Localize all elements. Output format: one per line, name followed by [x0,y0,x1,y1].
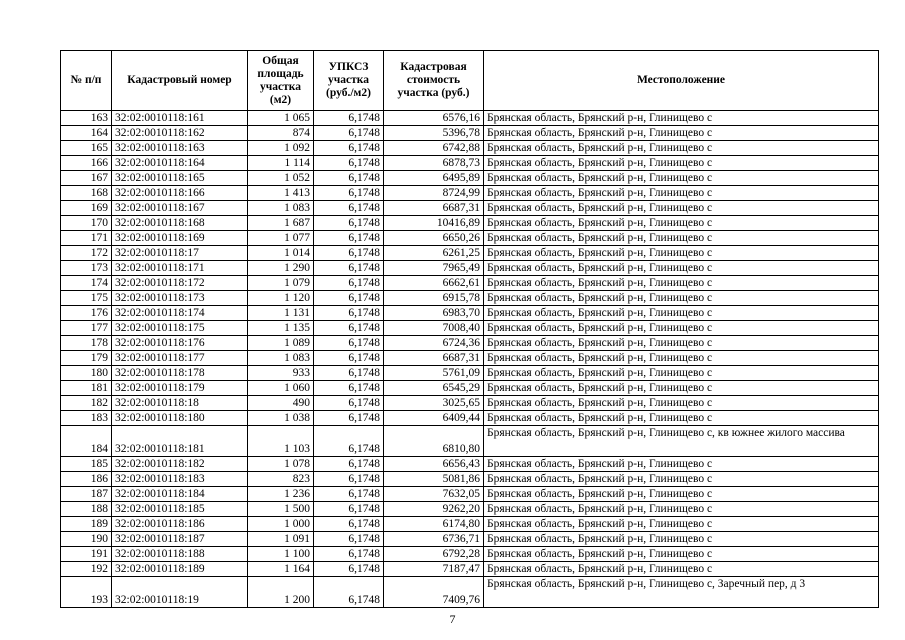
cell-upksz: 6,1748 [314,547,384,562]
cell-location: Брянская область, Брянский р-н, Глинищево с, Заречный пер, д 3 [484,577,879,608]
cell-area: 1 135 [248,321,314,336]
table-row [61,547,879,562]
cell-area: 933 [248,366,314,381]
cell-location: Брянская область, Брянский р-н, Глинищево с [484,156,879,171]
cell-upksz: 6,1748 [314,321,384,336]
cell-area: 874 [248,126,314,141]
cell-location: Брянская область, Брянский р-н, Глинищево с [484,336,879,351]
cell-cadastral-value: 6650,26 [384,231,484,246]
cell-num: 170 [61,216,112,231]
cell-cadastral-value: 3025,65 [384,396,484,411]
cell-upksz: 6,1748 [314,126,384,141]
cell-upksz: 6,1748 [314,111,384,126]
cell-cadastral-value: 6495,89 [384,171,484,186]
cell-upksz: 6,1748 [314,231,384,246]
cell-cadastral-number: 32:02:0010118:163 [112,141,248,156]
cell-cadastral-value: 6742,88 [384,141,484,156]
cell-cadastral-value: 6261,25 [384,246,484,261]
cell-num: 172 [61,246,112,261]
cell-upksz: 6,1748 [314,487,384,502]
cell-cadastral-number: 32:02:0010118:166 [112,186,248,201]
cell-location: Брянская область, Брянский р-н, Глинищево с [484,381,879,396]
cell-location: Брянская область, Брянский р-н, Глинищево с [484,457,879,472]
table-row [61,411,879,426]
cell-area: 1 200 [248,577,314,608]
table-row [61,111,879,126]
cell-upksz: 6,1748 [314,426,384,457]
table-body [61,111,879,608]
cell-num: 168 [61,186,112,201]
table-row [61,517,879,532]
header-num: № п/п [61,51,112,111]
cell-location: Брянская область, Брянский р-н, Глинищево с [484,261,879,276]
cell-cadastral-number: 32:02:0010118:185 [112,502,248,517]
cell-upksz: 6,1748 [314,261,384,276]
cell-upksz: 6,1748 [314,411,384,426]
cell-cadastral-number: 32:02:0010118:182 [112,457,248,472]
cell-area: 1 114 [248,156,314,171]
table-row [61,141,879,156]
cell-location: Брянская область, Брянский р-н, Глинищево с [484,141,879,156]
cell-area: 1 077 [248,231,314,246]
table-row [61,381,879,396]
cell-cadastral-number: 32:02:0010118:171 [112,261,248,276]
cell-area: 1 000 [248,517,314,532]
cell-upksz: 6,1748 [314,291,384,306]
cell-cadastral-value: 7409,76 [384,577,484,608]
cell-location: Брянская область, Брянский р-н, Глинищево с [484,351,879,366]
cell-location: Брянская область, Брянский р-н, Глинищево с [484,231,879,246]
cell-num: 169 [61,201,112,216]
cell-cadastral-number: 32:02:0010118:168 [112,216,248,231]
cell-cadastral-value: 6687,31 [384,351,484,366]
cell-cadastral-value: 6174,80 [384,517,484,532]
cell-cadastral-value: 6983,70 [384,306,484,321]
cell-cadastral-number: 32:02:0010118:175 [112,321,248,336]
cell-num: 171 [61,231,112,246]
cell-upksz: 6,1748 [314,366,384,381]
cell-cadastral-value: 6736,71 [384,532,484,547]
cell-upksz: 6,1748 [314,336,384,351]
cell-location: Брянская область, Брянский р-н, Глинищево с [484,246,879,261]
cell-cadastral-value: 6656,43 [384,457,484,472]
cell-num: 185 [61,457,112,472]
cell-upksz: 6,1748 [314,306,384,321]
cell-cadastral-number: 32:02:0010118:164 [112,156,248,171]
table-row [61,321,879,336]
cell-num: 192 [61,562,112,577]
cell-upksz: 6,1748 [314,457,384,472]
cell-area: 1 078 [248,457,314,472]
header-cadastral-number: Кадастровый номер [112,51,248,111]
cell-location: Брянская область, Брянский р-н, Глинищево с [484,396,879,411]
table-row [61,457,879,472]
cell-area: 1 500 [248,502,314,517]
cell-area: 1 038 [248,411,314,426]
cell-cadastral-number: 32:02:0010118:162 [112,126,248,141]
cell-cadastral-number: 32:02:0010118:184 [112,487,248,502]
cell-num: 173 [61,261,112,276]
cell-area: 1 083 [248,201,314,216]
cadastral-value-table [60,50,879,608]
cell-upksz: 6,1748 [314,216,384,231]
table-row [61,171,879,186]
cell-location: Брянская область, Брянский р-н, Глинищево с [484,472,879,487]
cell-cadastral-value: 7008,40 [384,321,484,336]
cell-area: 1 060 [248,381,314,396]
cell-location: Брянская область, Брянский р-н, Глинищево с [484,111,879,126]
cell-location: Брянская область, Брянский р-н, Глинищево с [484,502,879,517]
cell-num: 176 [61,306,112,321]
table-row [61,396,879,411]
table-row [61,216,879,231]
table-row [61,487,879,502]
cell-num: 167 [61,171,112,186]
cell-cadastral-number: 32:02:0010118:187 [112,532,248,547]
cell-num: 166 [61,156,112,171]
cell-cadastral-number: 32:02:0010118:188 [112,547,248,562]
cell-cadastral-number: 32:02:0010118:174 [112,306,248,321]
cell-area: 1 413 [248,186,314,201]
table-row [61,577,879,608]
cell-location: Брянская область, Брянский р-н, Глинищево с [484,562,879,577]
cell-location: Брянская область, Брянский р-н, Глинищево с [484,517,879,532]
cell-cadastral-number: 32:02:0010118:177 [112,351,248,366]
cell-upksz: 6,1748 [314,472,384,487]
cell-area: 1 236 [248,487,314,502]
cell-location: Брянская область, Брянский р-н, Глинищево с [484,126,879,141]
cell-num: 188 [61,502,112,517]
cell-area: 823 [248,472,314,487]
table-row [61,426,879,457]
cell-num: 183 [61,411,112,426]
cell-area: 1 290 [248,261,314,276]
table-row [61,231,879,246]
cell-cadastral-value: 8724,99 [384,186,484,201]
cell-num: 190 [61,532,112,547]
cell-cadastral-value: 5081,86 [384,472,484,487]
cell-upksz: 6,1748 [314,517,384,532]
header-upksz: УПКСЗ участка (руб./м2) [314,51,384,111]
table-row [61,472,879,487]
cell-location: Брянская область, Брянский р-н, Глинищево с [484,366,879,381]
table-row [61,156,879,171]
cell-area: 1 089 [248,336,314,351]
cell-upksz: 6,1748 [314,276,384,291]
cell-cadastral-number: 32:02:0010118:19 [112,577,248,608]
table-row [61,306,879,321]
cell-cadastral-number: 32:02:0010118:179 [112,381,248,396]
cell-area: 1 131 [248,306,314,321]
cell-area: 1 092 [248,141,314,156]
cell-location: Брянская область, Брянский р-н, Глинищево с [484,171,879,186]
cell-cadastral-number: 32:02:0010118:183 [112,472,248,487]
table-row [61,532,879,547]
cell-cadastral-value: 10416,89 [384,216,484,231]
cell-area: 1 014 [248,246,314,261]
cell-num: 175 [61,291,112,306]
cell-num: 189 [61,517,112,532]
cell-location: Брянская область, Брянский р-н, Глинищево с [484,547,879,562]
cell-cadastral-value: 5761,09 [384,366,484,381]
cell-area: 1 687 [248,216,314,231]
cell-area: 1 065 [248,111,314,126]
cell-num: 186 [61,472,112,487]
cell-cadastral-value: 6792,28 [384,547,484,562]
table-row [61,201,879,216]
cell-cadastral-number: 32:02:0010118:18 [112,396,248,411]
cell-area: 1 079 [248,276,314,291]
table-row [61,186,879,201]
cell-area: 1 083 [248,351,314,366]
cell-upksz: 6,1748 [314,201,384,216]
header-cadastral-value: Кадастровая стоимость участка (руб.) [384,51,484,111]
cell-cadastral-value: 6409,44 [384,411,484,426]
cell-upksz: 6,1748 [314,381,384,396]
cell-cadastral-number: 32:02:0010118:189 [112,562,248,577]
cell-cadastral-number: 32:02:0010118:173 [112,291,248,306]
cell-cadastral-value: 6724,36 [384,336,484,351]
header-location: Местоположение [484,51,879,111]
cell-num: 181 [61,381,112,396]
header-area: Общая площадь участка (м2) [248,51,314,111]
cell-num: 180 [61,366,112,381]
table-row [61,562,879,577]
cell-location: Брянская область, Брянский р-н, Глинищево с [484,201,879,216]
page-number: 7 [449,612,456,626]
cell-upksz: 6,1748 [314,171,384,186]
cell-upksz: 6,1748 [314,186,384,201]
cell-cadastral-number: 32:02:0010118:161 [112,111,248,126]
cell-upksz: 6,1748 [314,562,384,577]
cell-num: 177 [61,321,112,336]
cell-area: 1 120 [248,291,314,306]
cell-upksz: 6,1748 [314,141,384,156]
cell-cadastral-value: 6662,61 [384,276,484,291]
cell-cadastral-number: 32:02:0010118:169 [112,231,248,246]
cell-num: 191 [61,547,112,562]
cell-num: 187 [61,487,112,502]
table-row [61,336,879,351]
table-row [61,291,879,306]
cell-area: 490 [248,396,314,411]
cell-cadastral-value: 5396,78 [384,126,484,141]
cell-upksz: 6,1748 [314,577,384,608]
cell-num: 184 [61,426,112,457]
cell-cadastral-number: 32:02:0010118:186 [112,517,248,532]
cell-area: 1 052 [248,171,314,186]
table-row [61,261,879,276]
cell-cadastral-value: 6915,78 [384,291,484,306]
cell-area: 1 164 [248,562,314,577]
cell-area: 1 103 [248,426,314,457]
cell-upksz: 6,1748 [314,351,384,366]
cell-cadastral-value: 7965,49 [384,261,484,276]
cell-num: 193 [61,577,112,608]
table-row [61,351,879,366]
cell-upksz: 6,1748 [314,156,384,171]
cell-num: 174 [61,276,112,291]
cell-num: 178 [61,336,112,351]
cell-location: Брянская область, Брянский р-н, Глинищево с [484,321,879,336]
table-row [61,366,879,381]
cell-upksz: 6,1748 [314,502,384,517]
cell-location: Брянская область, Брянский р-н, Глинищево с, кв южнее жилого массива [484,426,879,457]
table-row [61,502,879,517]
cell-cadastral-value: 6878,73 [384,156,484,171]
cell-cadastral-number: 32:02:0010118:165 [112,171,248,186]
cell-cadastral-number: 32:02:0010118:17 [112,246,248,261]
cell-upksz: 6,1748 [314,532,384,547]
cell-cadastral-number: 32:02:0010118:176 [112,336,248,351]
cell-upksz: 6,1748 [314,396,384,411]
cell-upksz: 6,1748 [314,246,384,261]
cell-cadastral-value: 6810,80 [384,426,484,457]
cell-num: 164 [61,126,112,141]
table-row [61,276,879,291]
cell-num: 165 [61,141,112,156]
table-row [61,246,879,261]
cell-cadastral-number: 32:02:0010118:172 [112,276,248,291]
cell-cadastral-value: 7187,47 [384,562,484,577]
cell-cadastral-value: 9262,20 [384,502,484,517]
cell-location: Брянская область, Брянский р-н, Глинищево с [484,276,879,291]
cell-location: Брянская область, Брянский р-н, Глинищево с [484,532,879,547]
table-row [61,126,879,141]
cell-cadastral-number: 32:02:0010118:167 [112,201,248,216]
cell-location: Брянская область, Брянский р-н, Глинищево с [484,487,879,502]
cell-area: 1 091 [248,532,314,547]
cell-cadastral-number: 32:02:0010118:181 [112,426,248,457]
cell-cadastral-number: 32:02:0010118:178 [112,366,248,381]
cell-num: 182 [61,396,112,411]
cell-num: 179 [61,351,112,366]
cell-num: 163 [61,111,112,126]
cell-cadastral-number: 32:02:0010118:180 [112,411,248,426]
cell-area: 1 100 [248,547,314,562]
cell-location: Брянская область, Брянский р-н, Глинищево с [484,216,879,231]
cell-location: Брянская область, Брянский р-н, Глинищево с [484,186,879,201]
cell-location: Брянская область, Брянский р-н, Глинищево с [484,411,879,426]
cell-cadastral-value: 6687,31 [384,201,484,216]
cell-cadastral-value: 6545,29 [384,381,484,396]
cell-location: Брянская область, Брянский р-н, Глинищево с [484,306,879,321]
cell-cadastral-value: 7632,05 [384,487,484,502]
table-header-row [61,51,879,111]
cell-location: Брянская область, Брянский р-н, Глинищево с [484,291,879,306]
cell-cadastral-value: 6576,16 [384,111,484,126]
